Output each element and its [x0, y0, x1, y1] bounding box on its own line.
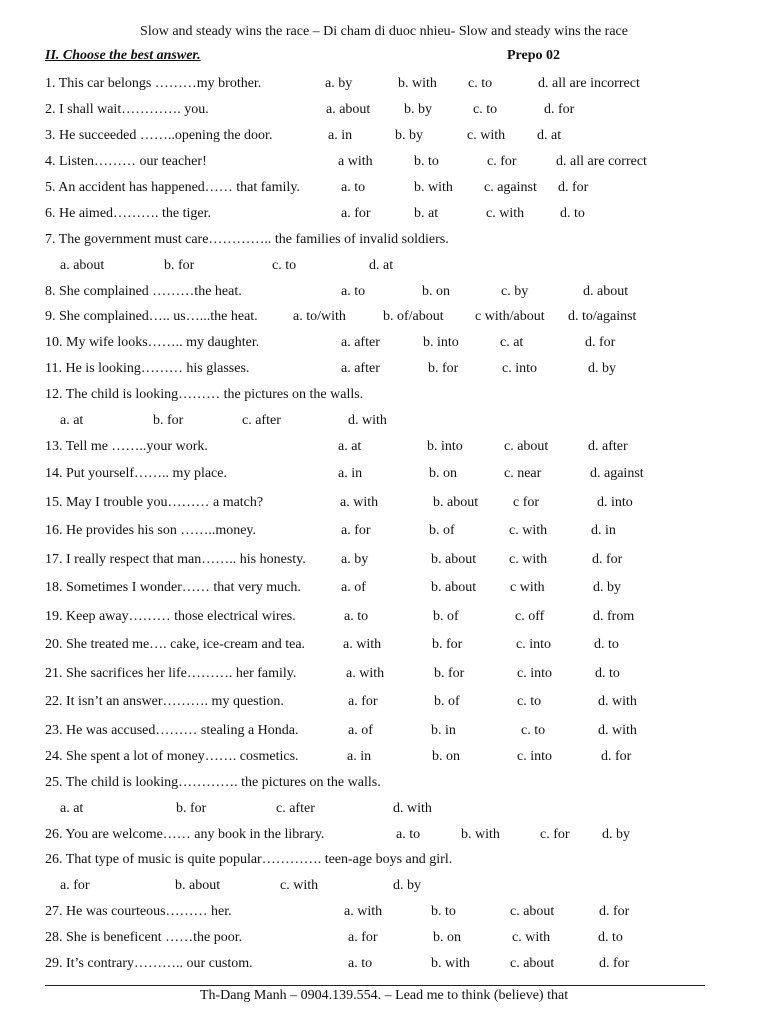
answer-option: b. on [422, 284, 450, 299]
answer-option: c. after [276, 801, 315, 816]
answer-option: a. about [326, 102, 371, 117]
answer-option: d. at [369, 258, 394, 273]
answer-option: d. with [598, 694, 637, 709]
answer-option: c. with [509, 552, 548, 567]
answer-option: d. to [595, 666, 620, 681]
answer-option: d. with [393, 801, 432, 816]
answer-option: b. by [404, 102, 432, 117]
question-text: 14. Put yourself…….. my place. [45, 466, 227, 481]
answer-option: d. for [558, 180, 589, 195]
answer-option: c. with [467, 128, 506, 143]
answer-option: b. to [414, 154, 439, 169]
answer-option: b. with [461, 827, 500, 842]
answer-option: b. of [429, 523, 455, 538]
answer-option: b. on [432, 749, 460, 764]
answer-option: d. at [537, 128, 562, 143]
answer-option: d. in [591, 523, 616, 538]
answer-option: d. to [560, 206, 585, 221]
answer-option: c. with [509, 523, 548, 538]
answer-option: b. about [175, 878, 221, 893]
question-text: 16. He provides his son ……..money. [45, 523, 257, 538]
answer-option: b. to [431, 904, 456, 919]
answer-option: c. off [515, 609, 545, 624]
page-footer: Th-Dang Manh – 0904.139.554. – Lead me to think (believe) that [199, 988, 569, 1003]
answer-option: c. to [473, 102, 498, 117]
answer-option: c. into [517, 749, 552, 764]
answer-option: b. with [398, 76, 437, 91]
answer-option: b. by [395, 128, 423, 143]
question-text: 29. It’s contrary……….. our custom. [45, 956, 253, 971]
answer-option: a. in [328, 128, 353, 143]
answer-option: d. to [594, 637, 619, 652]
answer-option: c. about [510, 904, 555, 919]
answer-option: c. into [502, 361, 537, 376]
answer-option: a. at [60, 801, 84, 816]
answer-option: b. for [153, 413, 184, 428]
answer-option: a. at [60, 413, 84, 428]
answer-option: a. by [325, 76, 353, 91]
answer-option: b. for [434, 666, 465, 681]
answer-option: c. with [486, 206, 525, 221]
question-text: 12. The child is looking……… the pictures on the walls. [45, 387, 364, 402]
answer-option: a. with [343, 637, 382, 652]
question-text: 8. She complained ………the heat. [45, 284, 242, 299]
question-text: 4. Listen……… our teacher! [45, 154, 207, 169]
answer-option: c with [510, 580, 545, 595]
question-text: 5. An accident has happened…… that family. [45, 180, 300, 195]
answer-option: a. to [341, 180, 366, 195]
answer-option: b. of [433, 609, 459, 624]
answer-option: d. into [597, 495, 633, 510]
answer-option: c for [513, 495, 540, 510]
answer-option: a. by [341, 552, 369, 567]
answer-option: b. on [429, 466, 457, 481]
answer-option: d. against [590, 466, 644, 481]
question-text: 3. He succeeded ……..opening the door. [45, 128, 273, 143]
answer-option: a. at [338, 439, 362, 454]
answer-option: b. into [427, 439, 463, 454]
answer-option: b. for [432, 637, 463, 652]
answer-option: a. to [344, 609, 369, 624]
answer-option: d. to/against [568, 309, 637, 324]
question-text: 17. I really respect that man…….. his honesty. [45, 552, 306, 567]
question-text: 28. She is beneficent ……the poor. [45, 930, 243, 945]
answer-option: a. to [341, 284, 366, 299]
question-text: 21. She sacrifices her life………. her family. [45, 666, 297, 681]
answer-option: c. after [242, 413, 281, 428]
answer-option: a. with [344, 904, 383, 919]
answer-option: b. of/about [383, 309, 444, 324]
question-text: 7. The government must care………….. the families of invalid soldiers. [45, 232, 449, 247]
answer-option: c. about [510, 956, 555, 971]
answer-option: d. with [598, 723, 637, 738]
answer-option: a. for [341, 206, 371, 221]
answer-option: c. for [487, 154, 517, 169]
answer-option: b. of [434, 694, 460, 709]
answer-option: a. for [348, 930, 378, 945]
answer-option: c with/about [475, 309, 545, 324]
answer-option: a. with [346, 666, 385, 681]
answer-option: a. of [348, 723, 373, 738]
answer-option: b. for [164, 258, 195, 273]
answer-option: c. by [501, 284, 529, 299]
answer-option: b. for [176, 801, 207, 816]
answer-option: a with [338, 154, 373, 169]
answer-option: c. with [512, 930, 551, 945]
answer-option: b. for [428, 361, 459, 376]
answer-option: d. by [593, 580, 621, 595]
answer-option: b. at [414, 206, 439, 221]
answer-option: b. about [433, 495, 479, 510]
answer-option: b. about [431, 552, 477, 567]
answer-option: d. for [592, 552, 623, 567]
answer-option: c. for [540, 827, 570, 842]
answer-option: d. all are incorrect [538, 76, 640, 91]
question-text: 2. I shall wait…………. you. [45, 102, 209, 117]
question-text: 24. She spent a lot of money……. cosmetics. [45, 749, 299, 764]
question-text: 13. Tell me ……..your work. [45, 439, 208, 454]
answer-option: a. about [60, 258, 105, 273]
question-text: 15. May I trouble you……… a match? [45, 495, 264, 510]
answer-option: a. for [60, 878, 90, 893]
answer-option: a. with [340, 495, 379, 510]
question-text: 19. Keep away……… those electrical wires. [45, 609, 296, 624]
question-text: 11. He is looking……… his glasses. [45, 361, 250, 376]
answer-option: c. at [500, 335, 524, 350]
answer-option: c. to [272, 258, 297, 273]
question-text: 26. You are welcome…… any book in the library. [45, 827, 325, 842]
answer-option: a. in [347, 749, 372, 764]
answer-option: b. about [431, 580, 477, 595]
answer-option: d. by [588, 361, 616, 376]
question-text: 23. He was accused……… stealing a Honda. [45, 723, 299, 738]
question-text: 18. Sometimes I wonder…… that very much. [45, 580, 301, 595]
question-text: 20. She treated me…. cake, ice-cream and tea. [45, 637, 306, 652]
section-title: II. Choose the best answer. [45, 48, 201, 63]
answer-option: b. in [431, 723, 456, 738]
question-text: 25. The child is looking…………. the pictures on the walls. [45, 775, 381, 790]
answer-option: b. with [414, 180, 453, 195]
footer-divider [45, 985, 705, 986]
answer-option: d. by [393, 878, 421, 893]
answer-option: b. with [431, 956, 470, 971]
answer-option: d. by [602, 827, 630, 842]
worksheet-code: Prepo 02 [507, 48, 561, 63]
answer-option: a. to/with [293, 309, 346, 324]
answer-option: d. after [588, 439, 628, 454]
answer-option: d. with [348, 413, 387, 428]
page-header: Slow and steady wins the race – Di cham di duoc nhieu- Slow and steady wins the race [140, 24, 628, 39]
question-text: 1. This car belongs ………my brother. [45, 76, 262, 91]
answer-option: d. for [599, 904, 630, 919]
answer-option: d. all are correct [556, 154, 647, 169]
answer-option: c. into [516, 637, 551, 652]
answer-option: a. in [338, 466, 363, 481]
answer-option: c. to [517, 694, 542, 709]
answer-option: d. for [601, 749, 632, 764]
answer-option: a. for [341, 523, 371, 538]
answer-option: d. for [599, 956, 630, 971]
question-text: 27. He was courteous……… her. [45, 904, 232, 919]
answer-option: d. from [593, 609, 635, 624]
answer-option: c. to [468, 76, 493, 91]
answer-option: c. against [484, 180, 537, 195]
answer-option: a. of [341, 580, 366, 595]
answer-option: d. for [544, 102, 575, 117]
answer-option: d. about [583, 284, 629, 299]
answer-option: a. after [341, 361, 380, 376]
answer-option: a. to [396, 827, 421, 842]
question-text: 9. She complained….. us…...the heat. [45, 309, 258, 324]
answer-option: c. about [504, 439, 549, 454]
answer-option: c. into [517, 666, 552, 681]
answer-option: a. to [348, 956, 373, 971]
answer-option: b. on [433, 930, 461, 945]
question-text: 22. It isn’t an answer………. my question. [45, 694, 284, 709]
answer-option: c. near [504, 466, 542, 481]
answer-option: a. for [348, 694, 378, 709]
answer-option: a. after [341, 335, 380, 350]
question-text: 6. He aimed………. the tiger. [45, 206, 212, 221]
question-text: 10. My wife looks…….. my daughter. [45, 335, 260, 350]
answer-option: b. into [423, 335, 459, 350]
answer-option: d. to [598, 930, 623, 945]
answer-option: c. with [280, 878, 319, 893]
answer-option: d. for [585, 335, 616, 350]
answer-option: c. to [521, 723, 546, 738]
question-text: 26. That type of music is quite popular…………. teen-age boys and girl. [45, 852, 453, 867]
